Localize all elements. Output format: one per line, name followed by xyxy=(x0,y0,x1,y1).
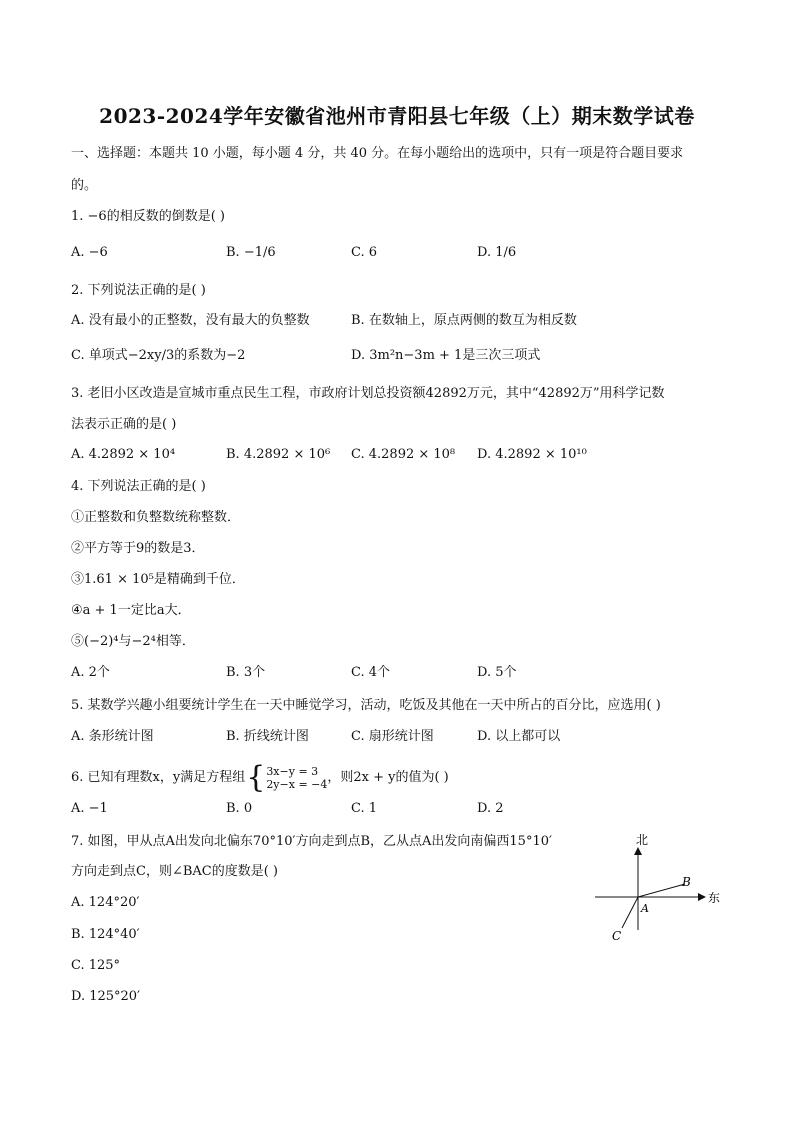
section-intro-line1: 一、选择题：本题共 10 小题，每小题 4 分，共 40 分。在每小题给出的选项中，只有一项是符合题目要求 xyxy=(71,146,684,161)
point-b-label: B xyxy=(682,875,691,889)
q7-option-b: B. 124°40′ xyxy=(71,927,140,942)
q2-stem: 2. 下列说法正确的是( ) xyxy=(71,283,206,298)
q6-option-b: B. 0 xyxy=(226,801,253,816)
q2-option-b: B. 在数轴上，原点两侧的数互为相反数 xyxy=(351,313,577,328)
q4-option-d: D. 5个 xyxy=(477,665,517,680)
q6-eq2: 2y−x = −4 xyxy=(266,778,328,791)
q4-item-2: ②平方等于9的数是3． xyxy=(71,541,205,556)
q5-option-b: B. 折线统计图 xyxy=(226,729,309,744)
page-title: 2023-2024学年安徽省池州市青阳县七年级（上）期末数学试卷 xyxy=(99,104,695,128)
q6-option-d: D. 2 xyxy=(477,801,504,816)
east-label: 东 xyxy=(708,891,721,905)
q6-stem-suffix: ，则2x + y的值为( ) xyxy=(327,770,449,785)
q4-option-b: B. 3个 xyxy=(226,665,266,680)
q5-option-d: D. 以上都可以 xyxy=(477,729,561,744)
q6-stem-prefix: 6. 已知有理数x，y满足方程组 xyxy=(71,770,246,785)
q3-option-d: D. 4.2892 × 10¹⁰ xyxy=(477,447,587,462)
q3-option-b: B. 4.2892 × 10⁶ xyxy=(226,447,331,462)
q6-stem xyxy=(71,760,449,795)
q1-option-b: B. −1/6 xyxy=(226,245,276,260)
q3-stem-line2: 法表示正确的是( ) xyxy=(71,417,177,432)
ray-ab xyxy=(638,884,685,897)
q6-eq1: 3x−y = 3 xyxy=(266,765,319,778)
q3-stem-line1: 3. 老旧小区改造是宣城市重点民生工程，市政府计划总投资额42892万元，其中“42892万”用科学记数 xyxy=(71,386,665,401)
ray-ac xyxy=(622,897,638,928)
q4-option-a: A. 2个 xyxy=(71,665,110,680)
q4-item-4: ④a + 1一定比a大． xyxy=(71,603,191,618)
q1-stem: 1. −6的相反数的倒数是( ) xyxy=(71,209,225,224)
q2-option-c: C. 单项式−2xy/3的系数为−2 xyxy=(71,348,246,363)
point-a-label: A xyxy=(641,902,649,915)
q5-stem: 5. 某数学兴趣小组要统计学生在一天中睡觉学习，活动，吃饭及其他在一天中所占的百分比，应选用( ) xyxy=(71,698,661,713)
q7-option-a: A. 124°20′ xyxy=(71,895,140,910)
q3-option-a: A. 4.2892 × 10⁴ xyxy=(71,447,176,462)
point-c-label: C xyxy=(612,929,622,943)
q7-direction-figure xyxy=(590,830,730,950)
q4-option-c: C. 4个 xyxy=(351,665,391,680)
q1-option-c: C. 6 xyxy=(351,245,378,260)
q2-option-a: A. 没有最小的正整数，没有最大的负整数 xyxy=(71,313,310,328)
direction-diagram xyxy=(590,830,730,950)
q7-option-c: C. 125° xyxy=(71,958,121,973)
q7-option-d: D. 125°20′ xyxy=(71,989,141,1004)
q6-option-c: C. 1 xyxy=(351,801,378,816)
q1-option-d: D. 1/6 xyxy=(477,245,517,260)
q7-stem-line2: 方向走到点C，则∠BAC的度数是( ) xyxy=(71,864,279,879)
q2-option-d: D. 3m²n−3m + 1是三次三项式 xyxy=(351,348,541,363)
q4-item-5: ⑤(−2)⁴与−2⁴相等． xyxy=(71,634,195,649)
q4-item-3: ③1.61 × 10⁵是精确到千位． xyxy=(71,572,245,587)
q5-option-a: A. 条形统计图 xyxy=(71,729,154,744)
q7-stem-line1: 7. 如图，甲从点A出发向北偏东70°10′方向走到点B，乙从点A出发向南偏西15°10′ xyxy=(71,834,552,849)
q5-option-c: C. 扇形统计图 xyxy=(351,729,434,744)
q1-option-a: A. −6 xyxy=(71,245,108,260)
q3-option-c: C. 4.2892 × 10⁸ xyxy=(351,447,456,462)
q6-system xyxy=(266,765,327,791)
north-label: 北 xyxy=(636,833,649,847)
q6-brace: { xyxy=(246,760,266,795)
section-intro-line2: 的。 xyxy=(71,178,98,193)
q4-item-1: ①正整数和负整数统称整数． xyxy=(71,510,241,525)
q6-option-a: A. −1 xyxy=(71,801,108,816)
q4-stem: 4. 下列说法正确的是( ) xyxy=(71,479,206,494)
